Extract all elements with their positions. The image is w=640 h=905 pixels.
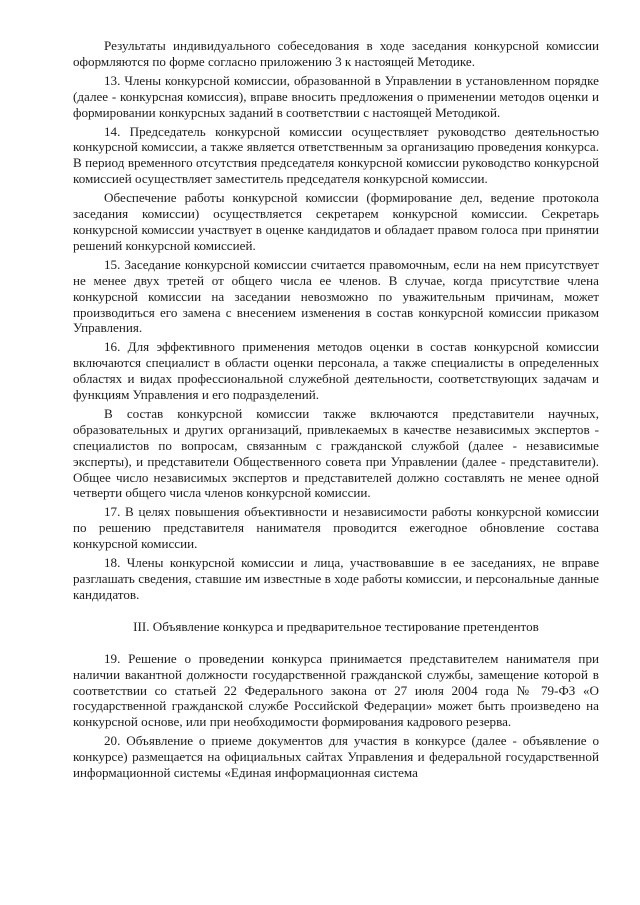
section-heading: III. Объявление конкурса и предварительное тестирование претендентов (133, 618, 539, 634)
paragraph-interview-results: Результаты индивидуального собеседования в ходе заседания конкурсной комиссии оформляются по форме согласно приложению 3 к настоящей Методике. (73, 38, 599, 69)
paragraph-18: 18. Члены конкурсной комиссии и лица, участвовавшие в ее заседаниях, не вправе разглашать сведения, ставшие им известные в ходе работы комиссии, и персональные данные кандидатов. (73, 555, 599, 602)
paragraph-commission-support: Обеспечение работы конкурсной комиссии (формирование дел, ведение протокола заседания комиссии) осуществляется секретарем конкурсной комиссии. Секретарь конкурсной комиссии участвует в оценке кандидатов и обладает правом голоса при принятии решений конкурсной комиссией. (73, 190, 599, 253)
paragraph-20: 20. Объявление о приеме документов для участия в конкурсе (далее - объявление о конкурсе) размещается на официальных сайтах Управления и федеральной государственной информационной системы «Единая информационная система (73, 733, 599, 781)
paragraph-14: 14. Председатель конкурсной комиссии осуществляет руководство деятельностью конкурсной комиссии, а также является ответственным за организацию проведения конкурса. В период временного отсутствия председателя конкурсной комиссии руководство конкурсной комиссией осуществляет заместитель председателя конкурсной комиссии. (73, 123, 599, 187)
document-page (73, 38, 599, 781)
paragraph-15: 15. Заседание конкурсной комиссии считается правомочным, если на нем присутствует не менее двух третей от общего числа ее членов. В случае, когда присутствие члена конкурсной комиссии на заседании невозможно по уважительным причинам, может производиться его замена с внесением изменения в состав конкурсной комиссии приказом Управления. (73, 256, 599, 336)
paragraph-16: 16. Для эффективного применения методов оценки в состав конкурсной комиссии включаются специалист в области оценки персонала, а также специалисты в определенных областях и видах профессиональной служебной деятельности, соответствующих задачам и функциям Управления и его подразделений. (73, 339, 599, 403)
paragraph-17: 17. В целях повышения объективности и независимости работы конкурсной комиссии по решению представителя нанимателя проводится ежегодное обновление состава конкурсной комиссии. (73, 504, 599, 552)
paragraph-13: 13. Члены конкурсной комиссии, образованной в Управлении в установленном порядке (далее - конкурсная комиссия), вправе вносить предложения о применении методов оценки и формировании конкурсных заданий в соответствии с настоящей Методикой. (73, 72, 599, 120)
paragraph-commission-composition: В состав конкурсной комиссии также включаются представители научных, образовательных и других организаций, привлекаемых в качестве независимых экспертов - специалистов по вопросам, связанным с гражданской службой (далее - независимые эксперты), и представители Общественного совета при Управлении (далее - представители). Общее число независимых экспертов и представителей должно составлять не менее одной четверти общего числа членов конкурсной комиссии. (73, 405, 599, 501)
paragraph-19: 19. Решение о проведении конкурса принимается представителем нанимателя при наличии вакантной должности государственной гражданской службы, замещение которой в соответствии со статьей 22 Федерального закона от 27 июля 2004 года № 79-ФЗ «О государственной гражданской службе Российской Федерации» может быть произведено на конкурсной основе, или при необходимости формирования кадрового резерва. (73, 650, 599, 730)
